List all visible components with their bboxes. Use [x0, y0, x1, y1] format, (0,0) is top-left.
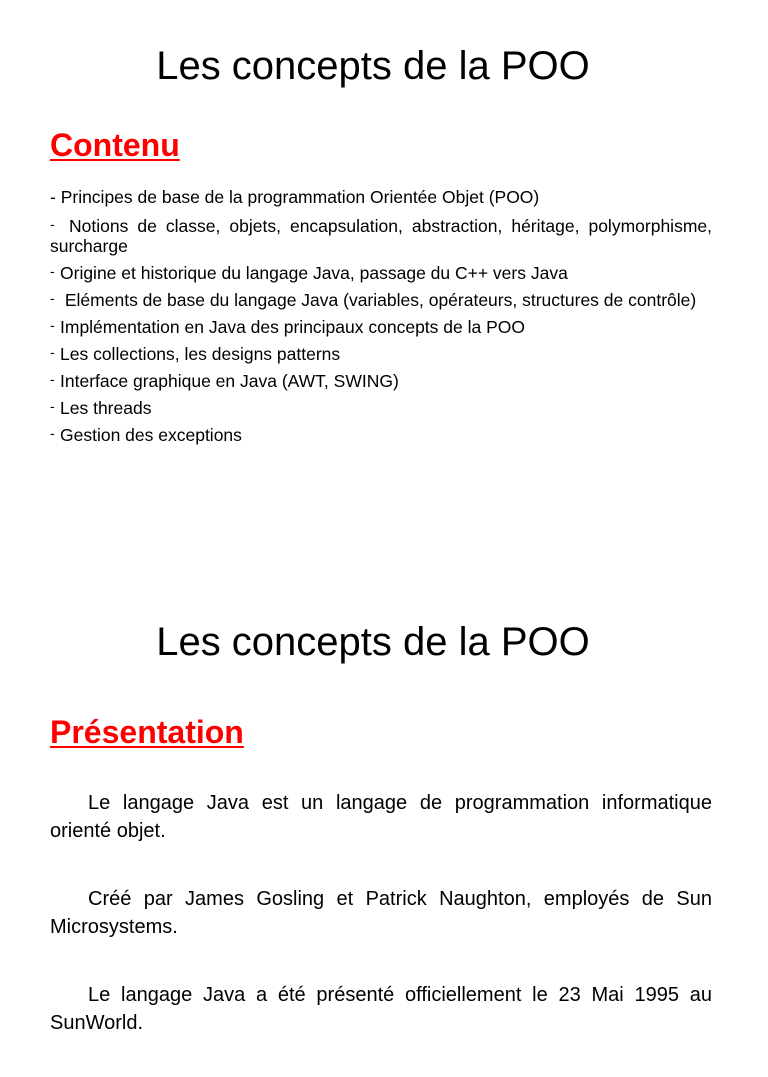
dash-marker: - [50, 344, 55, 360]
list-item [50, 423, 712, 445]
paragraph: Créé par James Gosling et Patrick Naughton, employés de Sun Microsystems. [50, 888, 712, 938]
list-item-text: Les threads [60, 398, 152, 418]
content-list [50, 187, 712, 450]
section-heading-contenu: Contenu [50, 127, 180, 163]
dash-marker: - [50, 216, 55, 232]
dash-marker: - [50, 263, 55, 279]
dash-marker: - [50, 425, 55, 441]
slide-presentation [0, 576, 768, 1034]
dash-marker: - [50, 398, 55, 414]
list-item-text: Notions de classe, objets, encapsulation, abstraction, héritage, polymorphisme, surcharge [50, 216, 712, 256]
list-item [50, 261, 712, 283]
paragraph: Le langage Java est un langage de programmation informatique orienté objet. [50, 792, 712, 842]
list-item [50, 187, 712, 207]
dash-marker: - [50, 371, 55, 387]
slide-title: Les concepts de la POO [156, 620, 590, 664]
list-item-text: Interface graphique en Java (AWT, SWING) [60, 371, 399, 391]
slide-title: Les concepts de la POO [156, 44, 590, 88]
dash-marker: - [50, 317, 55, 333]
list-item-text: Les collections, les designs patterns [60, 344, 341, 364]
list-item-text: Eléments de base du langage Java (variables, opérateurs, structures de contrôle) [64, 290, 697, 310]
dash-marker: - [50, 290, 55, 306]
list-item [50, 396, 712, 418]
list-item-text: Origine et historique du langage Java, passage du C++ vers Java [60, 263, 568, 283]
presentation-body [50, 789, 712, 1077]
list-item [50, 315, 712, 337]
list-item-text: Gestion des exceptions [60, 425, 242, 445]
section-heading-presentation: Présentation [50, 714, 244, 750]
list-item [50, 288, 712, 310]
list-item [50, 342, 712, 364]
list-item [50, 214, 712, 256]
paragraph: Le langage Java a été présenté officiellement le 23 Mai 1995 au SunWorld. [50, 984, 712, 1034]
list-item [50, 369, 712, 391]
list-item-text: - Principes de base de la programmation Orientée Objet (POO) [50, 187, 540, 207]
list-item-text: Implémentation en Java des principaux concepts de la POO [60, 317, 525, 337]
